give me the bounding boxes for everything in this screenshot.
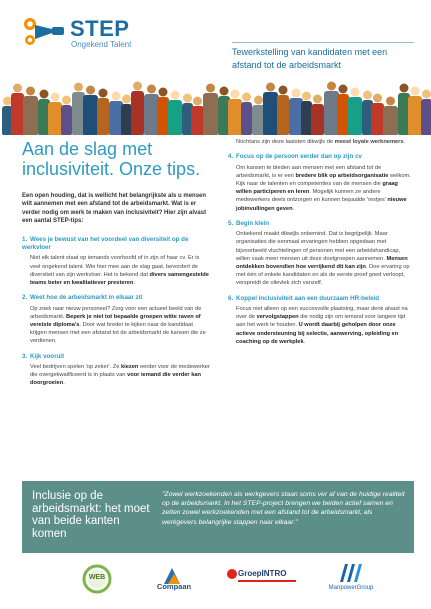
crowd-person-head xyxy=(122,95,131,104)
crowd-person-head xyxy=(40,90,49,99)
crowd-person-head xyxy=(133,82,142,91)
tip-2 xyxy=(22,294,210,345)
tip-heading: 4. Focus op de persoon eerder dan op zijn cv xyxy=(228,153,362,161)
crowd-person-body xyxy=(11,93,24,135)
logo-title: STEP xyxy=(70,16,130,41)
crowd-person-head xyxy=(51,93,60,102)
groepintro-logo-text: GroepINTRO xyxy=(238,569,287,578)
step-logo-icon xyxy=(22,14,66,48)
crowd-person-head xyxy=(313,95,322,104)
tip-4 xyxy=(228,153,414,213)
manpowergroup-logo-text: ManpowerGroup xyxy=(328,585,374,591)
crowd-person-head xyxy=(242,93,251,102)
crowd-person-body xyxy=(157,97,169,135)
right-column xyxy=(228,138,414,353)
crowd-person-body xyxy=(48,102,62,135)
groepintro-logo-icon xyxy=(226,568,238,580)
tip-text: Om kansen te bieden aan mensen met een afstand tot de arbeidsmarkt, is er een bredere blik op arbeidsorganisatie welkom. Kijk naar de talenten en competenties van de mensen die graag willen participeren en leren. Mogelijk kunnen ze andere medewerkers deels ontzorgen en kunnen bepaalde 'restjes' nieuwe jobinvullingen geven. xyxy=(236,164,411,212)
crowd-person-head xyxy=(86,86,95,95)
tip-heading: 5. Begin klein xyxy=(228,219,270,227)
crowd-person-body xyxy=(324,91,339,135)
crowd-person-body xyxy=(61,105,72,135)
crowd-person-body xyxy=(131,91,144,135)
compaan-logo-text: Compaan xyxy=(156,582,192,591)
crowd-person-body xyxy=(277,95,289,135)
logo-subtitle: Ongekend Talent xyxy=(71,40,132,49)
crowd-person-head xyxy=(159,88,168,97)
crowd-person-body xyxy=(311,104,324,135)
tip-1 xyxy=(22,236,210,288)
crowd-person-head xyxy=(373,94,382,103)
band-quote: "Zowel werkzoekenden als werkgevers staan soms ver af van de huidige realiteit op de arbeidsmarkt. In het STEP-project brengen we beiden actief samen en zetten zowel werkzoekenden met een afstand tot de arbeidsmarkt, als werkgevers belangrijke stappen naar elkaar." xyxy=(162,491,405,526)
crowd-person-head xyxy=(339,85,348,94)
crowd-person-head xyxy=(3,97,12,106)
crowd-person-head xyxy=(292,89,301,98)
tip-text: Focus niet alleen op een succesvolle plaatsing, maar denk alvast na over de vervolgstappen die nodig zijn om iemand voor langere tijd aan het werk te houden. U wordt daarbij geholpen door onze actieve ondersteuning bij selectie, aanwerving, opleiding en coaching op de werkplek. xyxy=(236,306,408,345)
crowd-person-head xyxy=(193,97,202,106)
compaan-logo xyxy=(140,566,208,592)
manpowergroup-logo xyxy=(316,562,386,594)
crowd-person-body xyxy=(337,94,349,135)
crowd-person-head xyxy=(171,91,180,100)
crowd-person-head xyxy=(231,90,240,99)
crowd-person-head xyxy=(363,91,372,100)
crowd-person-body xyxy=(83,95,98,135)
crowd-person-head xyxy=(183,94,192,103)
crowd-person-head xyxy=(147,85,156,94)
crowd-person-head xyxy=(62,96,71,105)
page-title: Aan de slag met inclusiviteit. Onze tips. xyxy=(22,139,201,179)
crowd-person-head xyxy=(422,90,431,99)
crowd-person-head xyxy=(327,82,336,91)
crowd-person-head xyxy=(206,84,215,93)
intro-paragraph: Een open houding, dat is wellicht het belangrijkste als u mensen wilt aannemen met een afstand tot de arbeidsmarkt. Wat is er verder nodig om werk te maken van inclusiviteit? Hier zijn alvast een aantal STEP-tips: xyxy=(22,193,207,225)
crowd-person-body xyxy=(301,101,312,135)
crowd-person-body xyxy=(241,102,252,135)
tip-6 xyxy=(228,295,414,346)
crowd-person-body xyxy=(109,101,123,135)
crowd-person-head xyxy=(13,84,22,93)
tip-text: Op zoek naar nieuw personeel? Zorg voor een actueel beeld van de arbeidsmarkt. Beperk je niet tot bepaalde groepen witte raven of vereiste diploma's. Door wat breder te kijken naar de kandidaat krijgen mensen met een afstand tot de arbeidsmarkt de kansen die ze verdienen. xyxy=(30,305,206,345)
tip-heading: 2. Weet hoe de arbeidsmarkt in elkaar zit xyxy=(22,294,143,302)
crowd-person-head xyxy=(254,96,263,105)
manpowergroup-logo-icon xyxy=(338,562,364,584)
tip-heading: 3. Kijk vooruit xyxy=(22,352,65,360)
header-tagline: Tewerkstelling van kandidaten met een afstand tot de arbeidsmarkt xyxy=(232,42,414,72)
crowd-person-head xyxy=(411,87,420,96)
left-column xyxy=(22,139,210,395)
tip-5 xyxy=(228,220,414,288)
web-logo xyxy=(82,564,112,594)
tip-heading: 1. Wees je bewust van het voordeel van diversiteit op de werkvloer xyxy=(22,235,189,252)
crowd-person-body xyxy=(203,93,218,135)
crowd-person-body xyxy=(371,103,384,135)
crowd-person-head xyxy=(351,88,360,97)
groepintro-logo xyxy=(226,568,300,590)
header xyxy=(0,0,431,135)
crowd-person-head xyxy=(99,89,108,98)
crowd-person-head xyxy=(74,83,83,92)
tip-3-continued: Nochtans zijn deze laatsten dikwijls de meest loyale werknemers. xyxy=(236,139,406,145)
crowd-illustration xyxy=(0,76,431,135)
crowd-person-head xyxy=(266,83,275,92)
crowd-person-body xyxy=(263,92,278,135)
crowd-person-body xyxy=(97,98,109,135)
crowd-person-head xyxy=(386,97,395,106)
crowd-person-body xyxy=(289,98,303,135)
crowd-person-head xyxy=(220,87,229,96)
crowd-person-body xyxy=(408,96,422,135)
partner-logos xyxy=(22,560,414,600)
crowd-person-body xyxy=(383,106,398,135)
crowd-person-head xyxy=(400,84,409,93)
crowd-person-head xyxy=(26,87,35,96)
crowd-person-body xyxy=(23,96,38,135)
crowd-person-head xyxy=(112,92,121,101)
crowd-person-body xyxy=(191,106,204,135)
tip-text: Niet elk talent staat op iemands voorhoofd of in zijn of haar cv. Er is veel ongekend talent. Wie hier mee aan de slag gaat, bevordert de diversiteit van zijn werkvloer. Het is bekend dat divers samengestelde teams beter en kwalitatiever presteren. xyxy=(30,255,209,287)
crowd-person-head xyxy=(302,92,311,101)
crowd-person-head xyxy=(279,86,288,95)
crowd-person-body xyxy=(144,94,159,135)
web-logo-text: WEB xyxy=(88,574,106,581)
crowd-person-body xyxy=(168,100,182,135)
groepintro-underline xyxy=(238,580,296,582)
tip-3 xyxy=(22,353,210,388)
tip-heading: 6. Koppel inclusiviteit aan een duurzaam HR-beleid xyxy=(228,294,380,302)
crowd-person-body xyxy=(421,99,431,135)
tip-text: Veel bedrijven spelen 'op zeker'. Ze kiezen eerder voor de medewerker die overgekwalificeerd is in plaats van voor iemand die verder kan doorgroeien. xyxy=(30,364,210,387)
crowd-person-body xyxy=(348,97,362,135)
crowd-person-body xyxy=(121,104,132,135)
crowd-person-body xyxy=(228,99,242,135)
tip-text: Onbekend maakt dikwijls onbemind. Dat is begrijpelijk. Maar organisaties die eenmaal ervaringen hebben opgedaan met bijvoorbeeld vluchtelingen of personen met een arbeidshandicap, willen vaak meer mensen uit deze doelgroepen aannemen. Mensen ontdekken bovendien hoe verrijkend dit kan zijn. Doe ervaring op met één of enkele kandidaten en als de eerste proef goed verloopt, verspreidt de olievlek zich vanzelf. xyxy=(236,231,410,287)
band-title: Inclusie op de arbeidsmarkt: het moet van beide kanten komen xyxy=(32,490,150,540)
quote-band xyxy=(22,481,414,553)
